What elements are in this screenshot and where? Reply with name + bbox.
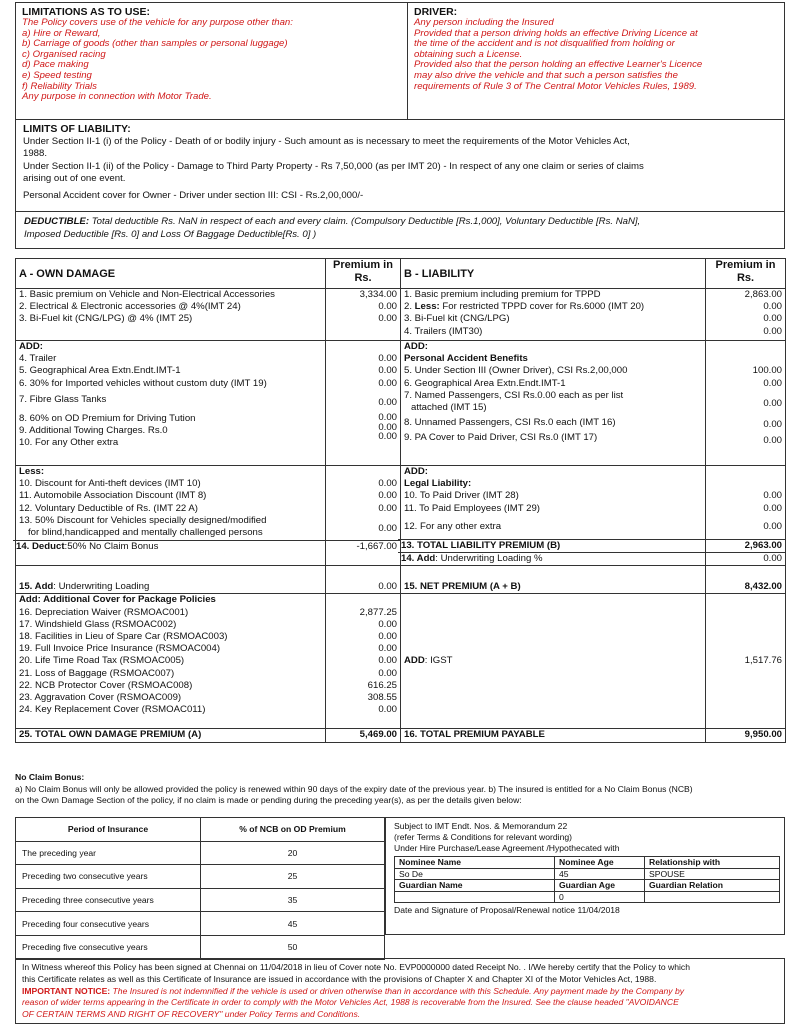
ncb-table-row [16,865,385,889]
premium-table [15,258,786,743]
driver-line: Any person including the Insured [414,17,554,28]
igst-amount-cell [706,594,786,729]
date-signature: Date and Signature of Proposal/Renewal notice 11/04/2018 [394,905,620,916]
li-amount: 0.00 [763,490,782,502]
od-amount: 0.00 [378,353,397,365]
ncb-deduct-line [13,540,328,553]
less-label: Less: [19,466,45,477]
premium-table-header [16,259,786,289]
od-item: 11. Automobile Association Discount (IMT 8) [19,490,207,502]
package-cell [16,594,326,729]
notice-text: The Insured is not indemnified if the vehicle is used or driven otherwise than in accordance with this Schedule. Any payment made by the Company by [110,985,685,996]
ncb-table-row [16,935,385,959]
od-amount: 0.00 [378,377,397,389]
ncb-note [15,772,785,807]
notice-label: IMPORTANT NOTICE: [22,985,111,996]
ncb-line: on the Own Damage Section of the policy, if no claim is made or pending during the preceding year(s), as per the details given below: [15,795,522,805]
subject-line: Under Hire Purchase/Lease Agreement /Hypothecated with [394,843,620,853]
od-item: 2. Electrical & Electronic accessories @ 4%(IMT 24) [19,301,241,313]
package-amount: 0.00 [378,667,397,679]
li-amount: 100.00 [752,365,782,377]
igst-label [401,655,705,667]
li-basic-cell [401,289,706,341]
li-item: 12. For any other extra [404,520,502,532]
total-liability-label: 13. TOTAL LIABILITY PREMIUM (B) [398,539,708,552]
ncb-table-row [16,912,385,936]
ncb-period: The preceding year [16,841,201,865]
od-item: 3. Bi-Fuel kit (CNG/LPG) @ 4% (IMT 25) [19,313,193,325]
ncb-pct: 50 [201,935,385,959]
ncb-period: Preceding three consecutive years [16,888,201,912]
li-item: 8. Unnamed Passengers, CSI Rs.0 each (IMT 16) [404,417,616,429]
add-label: ADD: [404,466,428,477]
ncb-table [15,817,385,960]
od-item: 1. Basic premium on Vehicle and Non-Electrical Accessories [19,289,275,300]
li-item: 9. PA Cover to Paid Driver, CSI Rs.0 (IMT 17) [404,432,598,444]
ncb-period: Preceding five consecutive years [16,935,201,959]
guardian-age: 0 [555,891,645,903]
package-item: 23. Aggravation Cover (RSMOAC009) [19,692,182,704]
package-amount: 0.00 [378,618,397,630]
od-loading-line [16,581,325,593]
premium-header-line: Rs. [736,272,755,284]
pa-benefits-label: Personal Accident Benefits [404,353,528,365]
od-item: 10. For any Other extra [19,437,119,449]
package-amount: 308.55 [367,692,397,704]
od-item: for blind,handicapped and mentally challenged persons [28,527,263,539]
own-damage-header: A - OWN DAMAGE [16,259,326,289]
li-amount: 0.00 [763,502,782,514]
deductible-box [15,211,785,249]
od-amount: 0.00 [378,478,397,490]
od-loading-amount-cell [326,566,401,594]
od-amount: 0.00 [378,431,397,443]
od-loading-prefix: 15. Add [19,581,54,593]
driver-line: Provided also that the person holding an effective Learner's Licence [414,59,703,71]
li-add-amounts [706,341,786,466]
package-amounts [326,594,401,729]
li-amount: 0.00 [763,325,782,337]
driver-line: requirements of Rule 3 of The Central Motor Vehicles Rules, 1989. [414,80,697,92]
limitations-line: The Policy covers use of the vehicle for any purpose other than: [22,17,293,28]
ncb-header-pct: % of NCB on OD Premium [201,818,385,842]
limitations-box [15,2,408,120]
od-amount: 3,334.00 [359,289,397,300]
li-amount: 0.00 [763,377,782,389]
od-basic-amounts [326,289,401,341]
subject-box [385,817,785,935]
li-item: 6. Geographical Area Extn.Endt.IMT-1 [404,377,566,389]
pa-cover-line: Personal Accident cover for Owner - Driver under section III: CSI - Rs.2,00,000/- [23,189,364,201]
add-label: ADD: [19,341,43,352]
guardian-header-row [395,880,780,892]
igst-amount: 1,517.76 [744,655,782,667]
ncb-period: Preceding four consecutive years [16,912,201,936]
od-less-amounts [326,466,401,566]
package-item: 19. Full Invoice Price Insurance (RSMOAC004) [19,643,221,655]
od-add-amounts [326,341,401,466]
li-legal-amounts [706,466,786,566]
igst-rest: : IGST [424,655,453,667]
notice-line-3: OF CERTAIN TERMS AND RIGHT OF RECOVERY" under Policy Terms and Conditions. [22,1009,361,1020]
notice-line-2: reason of wider terms appearing in the Certificate in order to comply with the Motor Vehicles Act, 1988 is recoverable from the Insured. See the clause headed "AVOIDANCE [22,997,679,1008]
package-amount: 0.00 [378,643,397,655]
li-amount: 2,863.00 [744,289,782,300]
li-item: 5. Under Section III (Owner Driver), CSI Rs.2,00,000 [404,365,628,377]
ncb-table-row [16,841,385,865]
li-item: 7. Named Passengers, CSI Rs.0.00 each as per list [404,389,624,401]
limitations-title: LIMITATIONS AS TO USE: [22,6,150,18]
li-legal-cell [401,466,706,566]
od-amount: 0.00 [378,301,397,313]
total-payable-amount-cell [706,729,786,743]
guardian-relation [645,891,780,903]
subject-line: (refer Terms & Conditions for relevant wording) [394,832,572,842]
premium-header-a [326,259,401,289]
deductible-line-2: Imposed Deductible [Rs. 0] and Loss Of Baggage Deductible[Rs. 0] ) [24,229,317,240]
od-loading-rest: : Underwriting Loading [53,581,150,593]
deductible-text: Total deductible Rs. NaN in respect of each and every claim. (Compulsory Deductible [Rs.1,000], Voluntary Deductible [Rs. NaN], [89,216,641,227]
limitations-lines [22,18,401,103]
li-amount: 0.00 [763,435,782,447]
od-amount: 0.00 [378,522,397,534]
basic-premium-row [16,289,786,341]
limits-line: Under Section II-1 (i) of the Policy - Death of or bodily injury - Such amount as is necessary to meet the requirements of the Motor Vehicles Act, [23,135,630,147]
limits-of-liability-box [15,119,785,212]
package-amount: 616.25 [367,679,397,691]
od-amount: 0.00 [378,313,397,325]
driver-line: the time of the accident and is not disqualified from holding or [414,38,675,50]
net-premium-label: 15. NET PREMIUM (A + B) [404,581,521,593]
total-liability-amount: 2,963.00 [706,539,785,552]
nominee-age-header: Nominee Age [555,857,645,869]
guardian-name [395,891,555,903]
od-amount: 0.00 [378,502,397,514]
nominee-age: 45 [555,868,645,880]
package-item: 24. Key Replacement Cover (RSMOAC011) [19,704,206,716]
od-loading-cell [16,566,326,594]
ncb-header-period: Period of Insurance [16,818,201,842]
nominee-name-header: Nominee Name [395,857,555,869]
liability-header: B - LIABILITY [401,259,706,289]
deductible-label: DEDUCTIBLE: [24,216,90,227]
guardian-name-header: Guardian Name [395,880,555,892]
limitations-line: e) Speed testing [22,69,92,81]
limitations-line: a) Hire or Reward, [22,27,101,39]
less-row [16,466,786,566]
li-loading-rest: : Underwriting Loading % [435,553,543,565]
nominee-header-row [395,857,780,869]
ncb-table-header [16,818,385,842]
package-item: 17. Windshield Glass (RSMOAC002) [19,618,177,630]
ncb-pct: 35 [201,888,385,912]
package-amount: 0.00 [378,631,397,643]
totals-row [16,729,786,743]
od-amount: 0.00 [378,421,397,433]
li-item: 4. Trailers (IMT30) [404,325,483,337]
od-item: 9. Additional Towing Charges. Rs.0 [19,425,168,437]
od-amount: 0.00 [378,396,397,408]
total-od-amount-cell [326,729,401,743]
package-item: 21. Loss of Baggage (RSMOAC007) [19,667,175,679]
premium-header-line: Premium in [715,259,776,271]
ncb-title: No Claim Bonus: [15,772,85,782]
package-amount: 0.00 [378,704,397,716]
od-item: 12. Voluntary Deductible of Rs. (IMT 22 A) [19,502,198,514]
ncb-period: Preceding two consecutive years [16,865,201,889]
li-item: 10. To Paid Driver (IMT 28) [404,490,519,502]
witness-line: this Certificate relates as well as this Certificate of Insurance are issued in accordance with the provisions of Chapter X and Chapter XI of the Motor Vehicles Act, 1988. [22,973,657,984]
od-item: 6. 30% for Imported vehicles without custom duty (IMT 19) [19,377,267,389]
od-basic-cell [16,289,326,341]
ncb-pct: 25 [201,865,385,889]
driver-line: may also drive the vehicle and that such a person satisfies the [414,69,678,81]
subject-line: Subject to IMT Endt. Nos. & Memorandum 22 [394,821,568,831]
package-item: 18. Facilities in Lieu of Spare Car (RSMOAC003) [19,631,228,643]
od-item: 5. Geographical Area Extn.Endt.IMT-1 [19,365,181,377]
legal-liability-label: Legal Liability: [404,478,472,490]
ncb-pct: 45 [201,912,385,936]
subject-lines [394,821,776,854]
guardian-row [395,891,780,903]
add-label: ADD: [404,341,428,352]
li-loading-line [398,552,708,565]
net-premium-amount-cell [706,566,786,594]
guardian-relation-header: Guardian Relation [645,880,780,892]
package-amount: 0.00 [378,655,397,667]
package-item: 22. NCB Protector Cover (RSMOAC008) [19,679,193,691]
li-item: 2. Less: For restricted TPPD cover for Rs.6000 (IMT 20) [404,301,645,313]
od-amount: 0.00 [378,365,397,377]
li-loading-amount: 0.00 [706,552,785,565]
total-payable-label: 16. TOTAL PREMIUM PAYABLE [404,729,545,741]
premium-header-line: Premium in [333,259,393,271]
ncb-table-row [16,888,385,912]
nominee-table [394,856,780,903]
driver-line: Provided that a person driving holds an effective Driving Licence at [414,27,698,39]
od-add-cell [16,341,326,466]
li-basic-amounts [706,289,786,341]
package-item: 20. Life Time Road Tax (RSMOAC005) [19,655,185,667]
limitations-line: d) Pace making [22,59,89,71]
od-item: 13. 50% Discount for Vehicles specially designed/modified [19,514,267,526]
driver-lines [414,18,778,92]
driver-line: obtaining such a License. [414,48,523,60]
deductible-line-1 [24,215,776,228]
od-item: 4. Trailer [19,353,57,365]
net-premium-cell [401,566,706,594]
limits-line: arising out of one event. [23,173,126,185]
li-item: attached (IMT 15) [411,402,487,414]
limits-line: 1988. [23,148,48,160]
add-row [16,341,786,466]
nominee-name: So De [395,868,555,880]
total-payable-amount: 9,950.00 [744,729,782,741]
li-add-cell [401,341,706,466]
ncb-deduct-prefix: 14. Deduct [16,541,65,553]
total-od-label: 25. TOTAL OWN DAMAGE PREMIUM (A) [19,729,202,741]
od-loading-amount: 0.00 [378,581,397,593]
od-item: 10. Discount for Anti-theft devices (IMT 10) [19,478,201,490]
igst-prefix: ADD [404,655,425,667]
li-item: 3. Bi-Fuel kit (CNG/LPG) [404,313,510,325]
li-item: 1. Basic premium including premium for TPPD [404,289,601,300]
od-item: 8. 60% on OD Premium for Driving Tution [19,413,196,425]
nominee-row [395,868,780,880]
limits-line: Under Section II-1 (ii) of the Policy - Damage to Third Party Property - Rs 7,50,000 (as per IMT 20) - In respect of any one claim or series of claims [23,160,644,172]
driver-box [407,2,785,120]
net-premium-amount: 8,432.00 [744,581,782,593]
li-amount: 0.00 [763,301,782,313]
ncb-deduct-amount: -1,667.00 [326,540,400,553]
igst-cell [401,594,706,729]
package-label: Add: Additional Cover for Package Policies [19,594,216,606]
witness-box [15,958,785,1024]
limitations-line: Any purpose in connection with Motor Trade. [22,91,212,103]
limits-title: LIMITS OF LIABILITY: [23,123,131,135]
premium-header-b [706,259,786,289]
total-payable-cell [401,729,706,743]
li-amount: 0.00 [763,520,782,532]
guardian-age-header: Guardian Age [555,880,645,892]
ncb-line: a) No Claim Bonus will only be allowed provided the policy is renewed within 90 days of the expiry date of the previous year. b) The insured is entitled for a No Claim Bonus (NCB) [15,783,693,794]
package-row [16,594,786,729]
li-item: 11. To Paid Employees (IMT 29) [404,502,540,514]
li-amount: 0.00 [763,313,782,325]
loading-row [16,566,786,594]
package-item: 16. Depreciation Waiver (RSMOAC001) [19,606,189,618]
limitations-line: b) Carriage of goods (other than samples or personal luggage) [22,38,288,50]
od-amount: 0.00 [378,412,397,424]
total-od-cell [16,729,326,743]
package-amount: 2,877.25 [359,606,397,618]
od-amount: 0.00 [378,490,397,502]
relationship: SPOUSE [645,868,780,880]
li-loading-prefix: 14. Add [401,553,436,565]
limitations-line: f) Reliability Trials [22,80,97,92]
limitations-line: c) Organised racing [22,48,106,60]
od-item: 7. Fibre Glass Tanks [19,393,107,405]
od-less-cell [16,466,326,566]
relationship-header: Relationship with [645,857,780,869]
li-amount: 0.00 [763,419,782,431]
driver-title: DRIVER: [414,6,458,18]
ncb-pct: 20 [201,841,385,865]
ncb-deduct-rest: :50% No Claim Bonus [64,541,159,553]
witness-line: In Witness whereof this Policy has been signed at Chennai on 11/04/2018 in lieu of Cover note No. EVP0000000 dated Receipt No. . I/We hereby certify that the Policy to which [22,962,690,972]
li-amount: 0.00 [763,397,782,409]
notice-line-1 [22,986,778,998]
premium-header-line: Rs. [354,272,372,284]
total-od-amount: 5,469.00 [359,729,397,741]
